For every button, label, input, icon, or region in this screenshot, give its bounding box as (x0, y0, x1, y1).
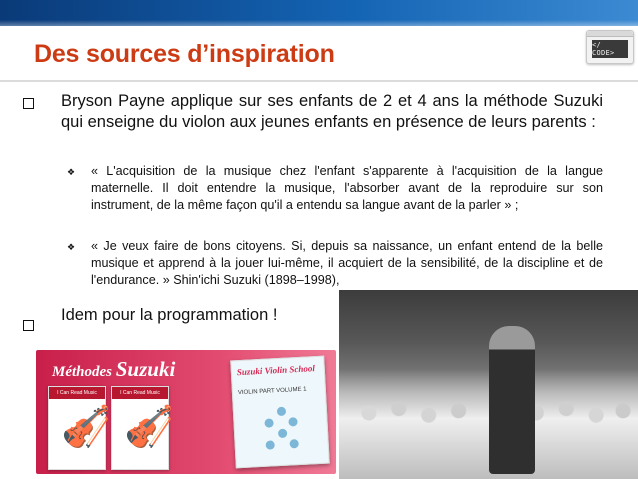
book-cover-1: I Can Read Music 🎻 (48, 386, 106, 470)
checkbox-bullet-icon (23, 98, 34, 109)
diamond-bullet-icon: ❖ (67, 167, 76, 177)
checkbox-bullet-icon (23, 320, 34, 331)
quote-acquisition: « L'acquisition de la musique chez l'enfant s'apparente à l'acquisition de la langue maternelle. Il doit entendre la musique, l'absorber avant de la reproduire sur son instrument, de la même façon qu'il a entendu sa langue avant de la parler » ; (91, 164, 603, 212)
suzuki-brand-label: Méthodes Suzuki (52, 357, 176, 381)
violin-icon: 🎻 (124, 405, 174, 449)
suzuki-class-photo (339, 290, 638, 479)
diamond-bullet-icon: ❖ (67, 242, 76, 252)
violin-icon: 🎻 (61, 405, 111, 449)
suzuki-violin-school-book: Suzuki Violin School VIOLIN PART VOLUME 1 (230, 356, 330, 469)
title-divider (0, 80, 638, 82)
slide-title: Des sources d’inspiration (34, 40, 335, 68)
code-badge-label: </ CODE> (592, 40, 628, 58)
decorative-dots-icon (264, 406, 302, 452)
book-cover-2: I Can Read Music 🎻 (111, 386, 169, 470)
bullet-text-programmation: Idem pour la programmation ! (61, 306, 278, 324)
top-banner (0, 0, 638, 26)
bullet-text-payne: Bryson Payne applique sur ses enfants de 2 et 4 ans la méthode Suzuki qui enseigne du violon aux jeunes enfants en présence de leurs parents : (61, 92, 603, 131)
quote-suzuki: « Je veux faire de bons citoyens. Si, depuis sa naissance, un enfant entend de la belle musique et apprend à la jouer lui-même, il acquiert de la sensibilité, de la discipline et de l'endurance. » Shin'ichi Suzuki (1898–1998), (91, 239, 603, 287)
teacher-figure (489, 326, 535, 474)
code-badge-icon (586, 30, 634, 64)
